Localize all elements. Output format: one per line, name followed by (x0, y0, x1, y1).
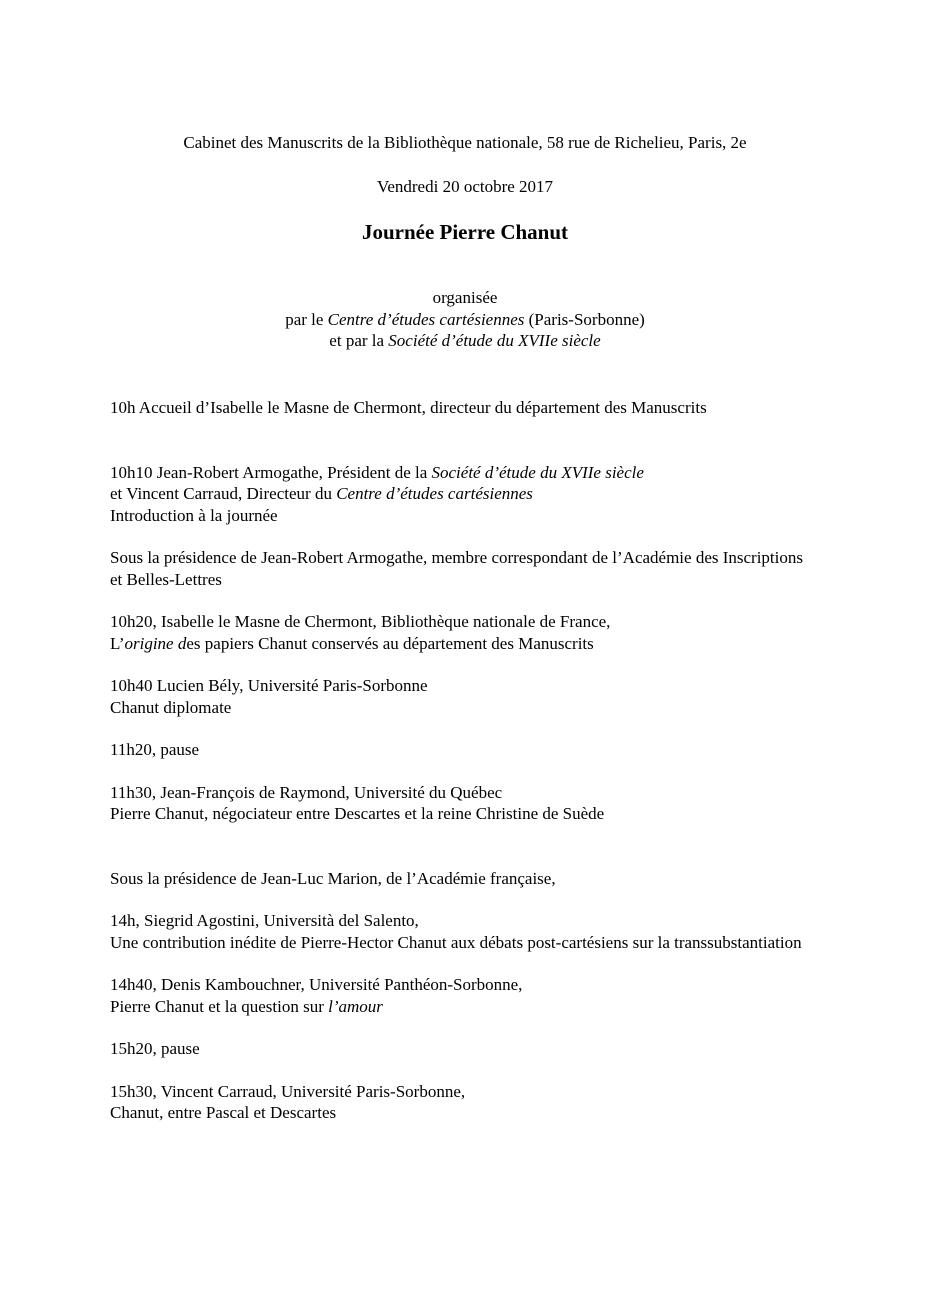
program-item-talk-6 (110, 1081, 810, 1124)
venue-line: Cabinet des Manuscrits de la Bibliothèque nationale, 58 rue de Richelieu, Paris, 2e (183, 133, 747, 152)
program-item-talk-5 (110, 974, 810, 1017)
chair-morning-text: Sous la présidence de Jean-Robert Armogathe, membre correspondant de l’Académie des Inscriptions et Belles-Lettres (110, 548, 803, 589)
intro-speaker-1: 10h10 Jean-Robert Armogathe, Président de la (110, 462, 432, 482)
pause-1-text: 11h20, pause (110, 740, 200, 759)
intro-society-name: Société d’étude du XVIIe siècle (431, 462, 644, 482)
program-item-pause-1 (110, 739, 810, 761)
program-item-welcome (110, 397, 810, 419)
session-chair-morning (110, 547, 810, 590)
intro-title: Introduction à la journée (110, 505, 278, 525)
intro-line-1 (110, 462, 810, 484)
talk-2-speaker: 10h40 Lucien Bély, Université Paris-Sorbonne (110, 676, 428, 695)
talk-4-title: Une contribution inédite de Pierre-Hector Chanut aux débats post-cartésiens sur la transsubstantiation (110, 932, 802, 952)
program-item-talk-4 (110, 910, 810, 953)
talk-1-title-italic: origine d (124, 633, 187, 653)
organizers-intro: organisée (432, 288, 498, 307)
talk-2-title: Chanut diplomate (110, 697, 232, 717)
talk-1-speaker: 10h20, Isabelle le Masne de Chermont, Bibliothèque nationale de France, (110, 612, 611, 631)
talk-6-speaker: 15h30, Vincent Carraud, Université Paris-Sorbonne, (110, 1081, 466, 1101)
organizer-1 (0, 309, 930, 331)
talk-6-title: Chanut, entre Pascal et Descartes (110, 1103, 337, 1122)
session-chair-afternoon (110, 868, 810, 890)
talk-5-title-prefix: Pierre Chanut et la question sur (110, 996, 329, 1016)
chair-afternoon-text: Sous la présidence de Jean-Luc Marion, de l’Académie française, (110, 868, 556, 888)
organizers-block (0, 287, 930, 352)
talk-1-title (110, 633, 810, 655)
organizer-2 (0, 330, 930, 352)
event-date: Vendredi 20 octobre 2017 (376, 177, 554, 196)
talk-1-title-rest: es papiers Chanut conservés au département des Manuscrits (186, 633, 594, 653)
talk-3-speaker: 11h30, Jean-François de Raymond, Université du Québec (110, 782, 503, 802)
organizer-2-prefix: et par la (329, 331, 389, 350)
talk-3-title: Pierre Chanut, négociateur entre Descartes et la reine Christine de Suède (110, 804, 605, 823)
program-item-introduction (110, 462, 810, 527)
talk-5-title (110, 996, 810, 1018)
talk-5-title-italic: l’amour (328, 996, 383, 1016)
talk-4-speaker: 14h, Siegrid Agostini, Università del Salento, (110, 911, 419, 930)
talk-5-speaker: 14h40, Denis Kambouchner, Université Panthéon-Sorbonne, (110, 975, 523, 994)
welcome-text: 10h Accueil d’Isabelle le Masne de Chermont, directeur du département des Manuscrits (110, 398, 707, 417)
program-item-talk-1 (110, 611, 810, 654)
organizer-2-name: Société d’étude du XVIIe siècle (388, 331, 601, 350)
program-item-talk-3 (110, 782, 810, 825)
pause-2-text: 15h20, pause (110, 1039, 200, 1058)
organizer-1-prefix: par le (285, 309, 328, 329)
event-title: Journée Pierre Chanut (361, 220, 569, 244)
organizer-1-name: Centre d’études cartésiennes (327, 309, 525, 329)
intro-centre-name: Centre d’études cartésiennes (336, 484, 533, 503)
intro-line-2 (110, 483, 810, 505)
program-item-talk-2 (110, 675, 810, 718)
intro-speaker-2: et Vincent Carraud, Directeur du (110, 484, 337, 503)
organizer-1-suffix: (Paris-Sorbonne) (524, 309, 645, 329)
program-list (110, 397, 810, 1145)
talk-1-title-prefix: L’ (110, 633, 125, 653)
program-item-pause-2 (110, 1038, 810, 1060)
